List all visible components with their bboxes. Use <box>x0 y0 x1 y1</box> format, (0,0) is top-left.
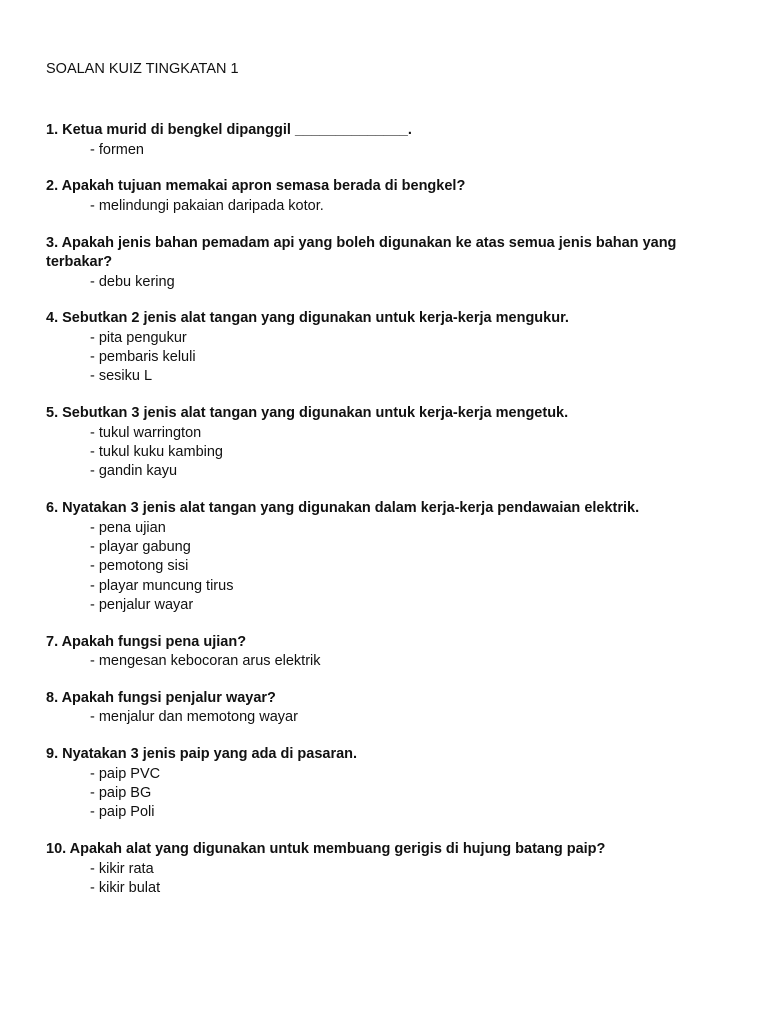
question-item <box>46 499 736 615</box>
question-text: 2. Apakah tujuan memakai apron semasa berada di bengkel? <box>46 178 466 195</box>
question-text: 9. Nyatakan 3 jenis paip yang ada di pasaran. <box>46 746 358 763</box>
question-item <box>46 689 736 728</box>
answer-item: - sesiku L <box>90 368 153 385</box>
question-item <box>46 404 736 481</box>
answer-item: - debu kering <box>90 273 175 290</box>
question-text: 3. Apakah jenis bahan pemadam api yang boleh digunakan ke atas semua jenis bahan yang terbakar? <box>46 234 677 271</box>
answer-list <box>46 765 736 823</box>
answer-item: - paip BG <box>90 785 152 802</box>
answer-list <box>46 197 736 216</box>
question-item <box>46 840 736 898</box>
answer-item: - paip Poli <box>90 804 155 821</box>
answer-list <box>46 424 736 482</box>
question-item <box>46 633 736 672</box>
page-title: SOALAN KUIZ TINGKATAN 1 <box>46 61 239 77</box>
answer-item: - gandin kayu <box>90 463 178 480</box>
question-list <box>46 121 736 898</box>
answer-item: - playar gabung <box>90 538 191 555</box>
answer-item: - playar muncung tirus <box>90 577 234 594</box>
answer-item: - kikir rata <box>90 860 154 877</box>
question-item <box>46 121 736 160</box>
question-text: 4. Sebutkan 2 jenis alat tangan yang digunakan untuk kerja-kerja mengukur. <box>46 310 569 327</box>
answer-item: - mengesan kebocoran arus elektrik <box>90 653 321 670</box>
answer-item: - tukul warrington <box>90 424 202 441</box>
question-item <box>46 745 736 822</box>
quiz-document <box>46 60 736 916</box>
answer-list <box>46 860 736 899</box>
question-text: 10. Apakah alat yang digunakan untuk membuang gerigis di hujung batang paip? <box>46 841 606 858</box>
answer-item: - melindungi pakaian daripada kotor. <box>90 197 324 214</box>
answer-list <box>46 273 736 292</box>
answer-item: - pemotong sisi <box>90 558 189 575</box>
question-text: 5. Sebutkan 3 jenis alat tangan yang digunakan untuk kerja-kerja mengetuk. <box>46 405 569 422</box>
question-text: 1. Ketua murid di bengkel dipanggil ______________. <box>46 122 412 138</box>
question-item <box>46 309 736 386</box>
answer-item: - formen <box>90 141 144 158</box>
question-item <box>46 177 736 216</box>
answer-item: - paip PVC <box>90 765 161 782</box>
answer-item: - kikir bulat <box>90 879 161 896</box>
answer-item: - penjalur wayar <box>90 596 194 613</box>
answer-item: - menjalur dan memotong wayar <box>90 709 298 726</box>
answer-item: - pena ujian <box>90 519 166 536</box>
answer-list <box>46 652 736 671</box>
answer-list <box>46 519 736 615</box>
answer-item: - pembaris keluli <box>90 349 196 366</box>
answer-list <box>46 708 736 727</box>
answer-list <box>46 329 736 387</box>
question-text: 7. Apakah fungsi pena ujian? <box>46 633 247 650</box>
answer-list <box>46 141 736 160</box>
answer-item: - tukul kuku kambing <box>90 444 223 461</box>
question-item <box>46 234 736 292</box>
question-text: 8. Apakah fungsi penjalur wayar? <box>46 689 276 706</box>
answer-item: - pita pengukur <box>90 329 187 346</box>
question-text: 6. Nyatakan 3 jenis alat tangan yang digunakan dalam kerja-kerja pendawaian elektrik. <box>46 500 640 517</box>
